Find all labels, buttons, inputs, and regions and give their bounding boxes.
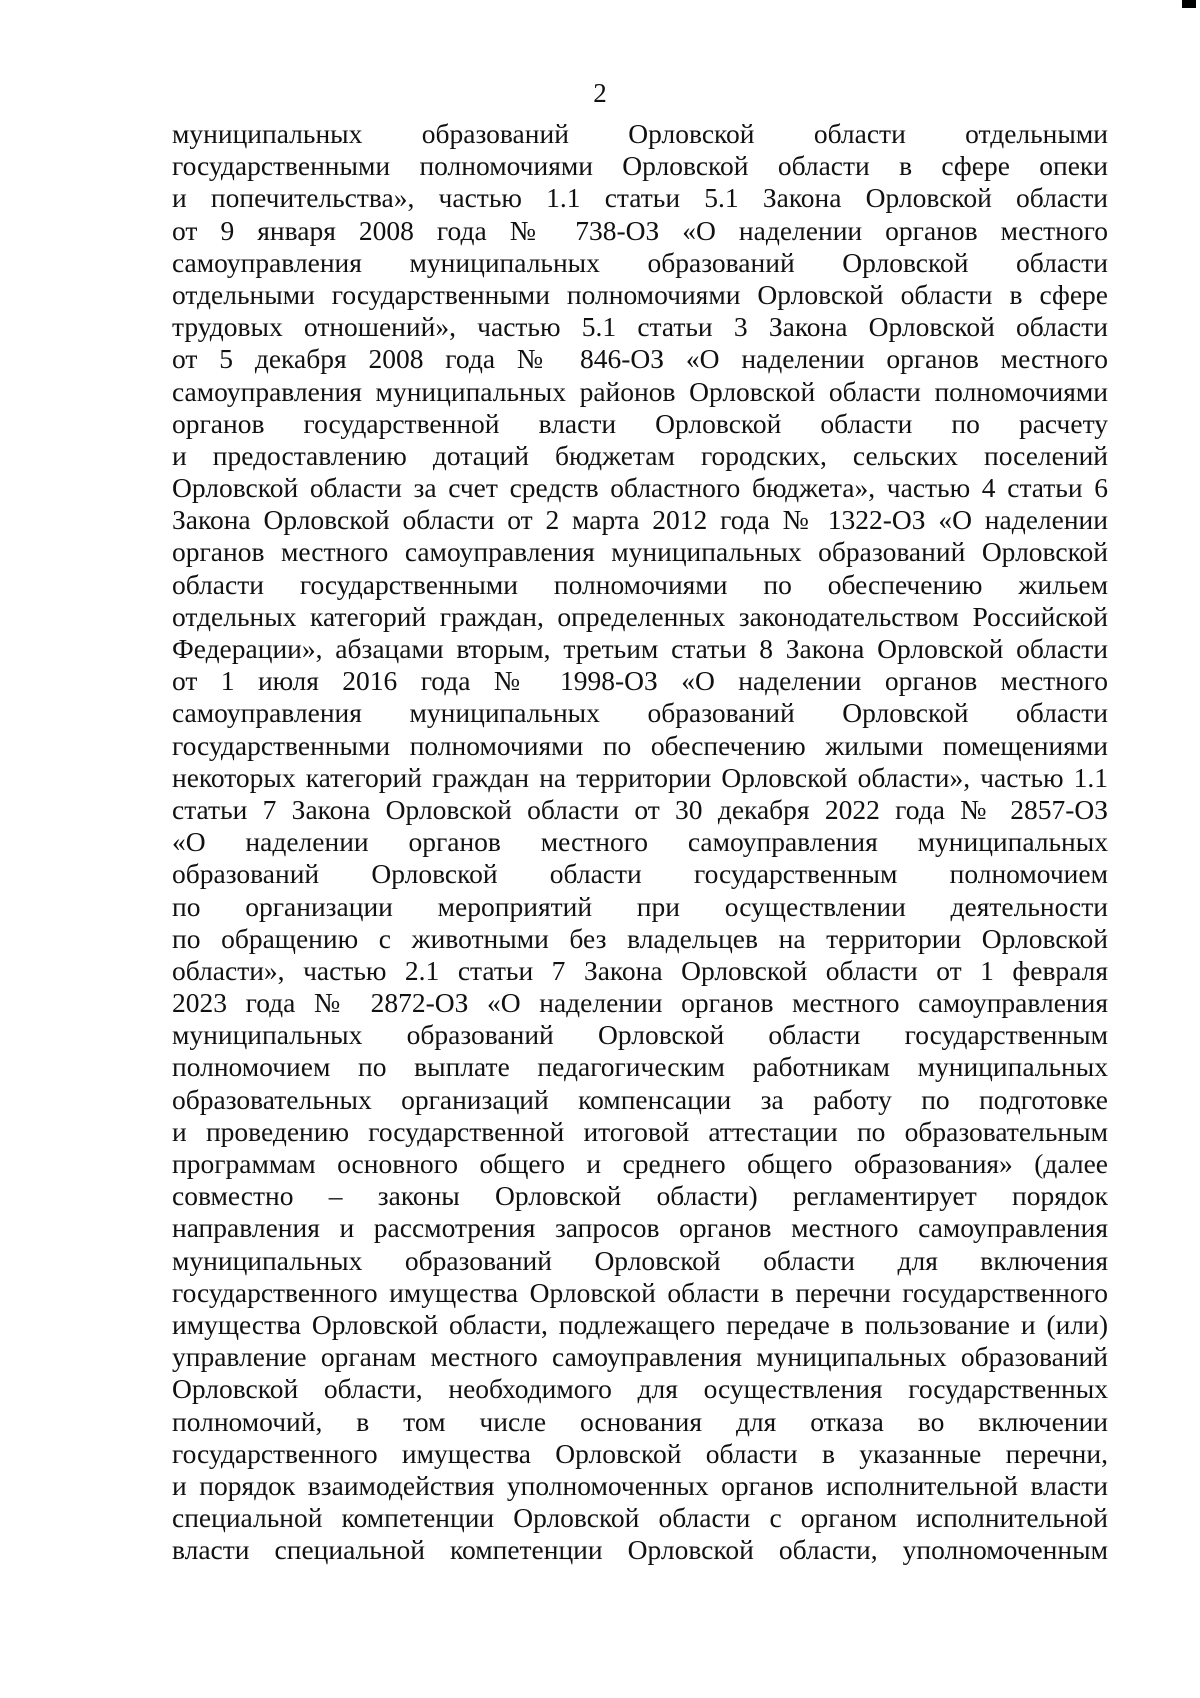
scan-edge-mark xyxy=(1182,0,1196,8)
text-line: имущества Орловской области, подлежащего передаче в пользование и (или) xyxy=(172,1308,1108,1340)
text-line: программам основного общего и среднего общего образования» (далее xyxy=(172,1148,1108,1179)
text-line: и порядок взаимодействия уполномоченных органов исполнительной власти xyxy=(172,1469,1108,1501)
text-line: и попечительства», частью 1.1 статьи 5.1 Закона Орловской области xyxy=(172,182,1108,214)
text-line: по организации мероприятий при осуществлении деятельности xyxy=(172,890,1108,922)
text-line: органов государственной власти Орловской области по расчету xyxy=(172,407,1108,439)
text-line: управление органам местного самоуправления муниципальных образований xyxy=(172,1341,1108,1373)
body-text xyxy=(172,118,1108,1566)
text-line: от 9 января 2008 года № 738-ОЗ «О наделении органов местного xyxy=(172,214,1108,246)
text-line: отдельных категорий граждан, определенных законодательством Российской xyxy=(172,600,1108,632)
text-line: некоторых категорий граждан на территории Орловской области», частью 1.1 xyxy=(172,761,1108,793)
text-line: государственными полномочиями Орловской области в сфере опеки xyxy=(172,150,1108,182)
page-number: 2 xyxy=(593,78,607,108)
text-line: образовательных организаций компенсации за работу по подготовке xyxy=(172,1083,1108,1115)
text-line: Закона Орловской области от 2 марта 2012 года № 1322-ОЗ «О наделении xyxy=(172,504,1108,536)
text-line: самоуправления муниципальных образований Орловской области xyxy=(172,697,1108,729)
text-line: «О наделении органов местного самоуправления муниципальных xyxy=(172,826,1108,858)
text-line: самоуправления муниципальных районов Орловской области полномочиями xyxy=(172,375,1108,407)
text-line: полномочием по выплате педагогическим работникам муниципальных xyxy=(172,1051,1108,1083)
text-line: государственного имущества Орловской области в указанные перечни, xyxy=(172,1437,1108,1469)
text-line: от 1 июля 2016 года № 1998-ОЗ «О наделении органов местного xyxy=(172,665,1108,697)
text-line: государственными полномочиями по обеспечению жилыми помещениями xyxy=(172,729,1108,761)
text-line: трудовых отношений», частью 5.1 статьи 3 Закона Орловской области xyxy=(172,311,1108,343)
text-line: самоуправления муниципальных образований Орловской области xyxy=(172,246,1108,278)
text-line: статьи 7 Закона Орловской области от 30 декабря 2022 года № 2857-ОЗ xyxy=(172,793,1108,825)
text-line: области государственными полномочиями по обеспечению жильем xyxy=(172,568,1108,600)
text-line: муниципальных образований Орловской области отдельными xyxy=(172,118,1108,149)
text-line: области», частью 2.1 статьи 7 Закона Орловской области от 1 февраля xyxy=(172,954,1108,986)
text-line: муниципальных образований Орловской области государственным xyxy=(172,1019,1108,1051)
text-line: отдельными государственными полномочиями Орловской области в сфере xyxy=(172,278,1108,310)
text-line: направления и рассмотрения запросов органов местного самоуправления xyxy=(172,1212,1108,1244)
text-line: органов местного самоуправления муниципальных образований Орловской xyxy=(172,536,1108,568)
text-line: муниципальных образований Орловской области для включения xyxy=(172,1244,1108,1276)
text-line: образований Орловской области государственным полномочием xyxy=(172,858,1108,890)
text-line: специальной компетенции Орловской области с органом исполнительной xyxy=(172,1502,1108,1534)
text-line: совместно – законы Орловской области) регламентирует порядок xyxy=(172,1180,1108,1212)
text-line: Орловской области за счет средств областного бюджета», частью 4 статьи 6 xyxy=(172,472,1108,504)
text-line: 2023 года № 2872-ОЗ «О наделении органов местного самоуправления xyxy=(172,987,1108,1019)
text-line: по обращению с животными без владельцев на территории Орловской xyxy=(172,922,1108,954)
text-line: власти специальной компетенции Орловской области, уполномоченным xyxy=(172,1534,1108,1566)
text-line: от 5 декабря 2008 года № 846-ОЗ «О наделении органов местного xyxy=(172,343,1108,375)
text-line: и предоставлению дотаций бюджетам городских, сельских поселений xyxy=(172,439,1108,471)
text-line: Федерации», абзацами вторым, третьим статьи 8 Закона Орловской области xyxy=(172,633,1108,664)
text-line: и проведению государственной итоговой аттестации по образовательным xyxy=(172,1115,1108,1147)
text-line: полномочий, в том числе основания для отказа во включении xyxy=(172,1405,1108,1437)
text-line: Орловской области, необходимого для осуществления государственных xyxy=(172,1373,1108,1405)
text-line: государственного имущества Орловской области в перечни государственного xyxy=(172,1276,1108,1308)
